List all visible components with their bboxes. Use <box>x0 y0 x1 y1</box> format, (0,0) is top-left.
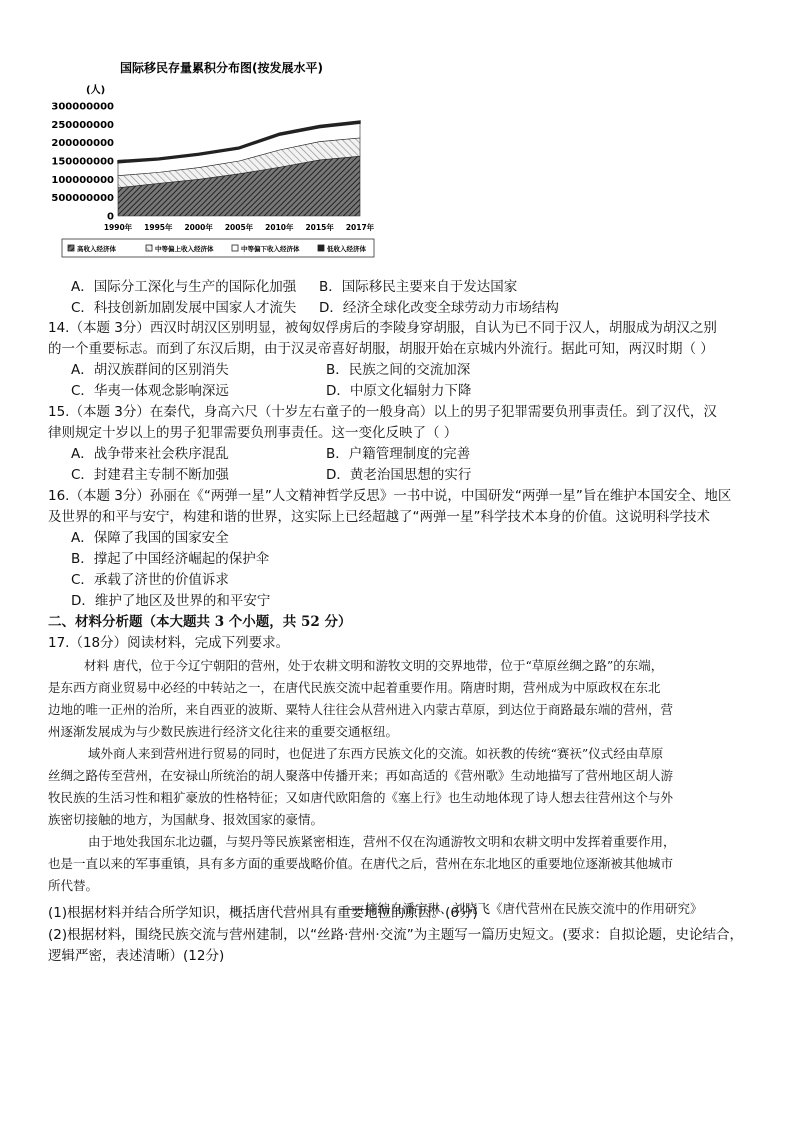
q16-stem-line1: 16.（本题 3分）孙丽在《“两弹一星”人文精神哲学反思》一书中说，中国研发“两弹一星”旨在维护本国安全、地区 <box>48 488 732 504</box>
q15-option-b: B．户籍管理制度的完善 <box>326 446 471 462</box>
q16-option-c: C．承载了济世的价值诉求 <box>71 572 229 588</box>
x-tick-label: 1995年 <box>144 223 173 232</box>
chart-title: 国际移民存量累积分布图(按发展水平) <box>120 61 323 75</box>
x-tick-label: 1990年 <box>103 223 133 232</box>
requirement-2-line1: (2)根据材料，围绕民族交流与营州建制，以“丝路·营州·交流”为主题写一篇历史短文。(要求：自拟论题，史论结合， <box>48 927 743 943</box>
material-p2-line3: 牧民族的生活习性和粗犷豪放的性格特征；又如唐代欧阳詹的《塞上行》也生动地体现了诗人想去往营州这个与外 <box>48 790 674 805</box>
q14-option-a: A．胡汉族群间的区别消失 <box>71 362 229 378</box>
material-p3-line2: 也是一直以来的军事重镇，具有多方面的重要战略价值。在唐代之后，营州在东北地区的重要地位逐渐被其他城市 <box>48 856 674 871</box>
q15-option-a: A．战争带来社会秩序混乱 <box>71 446 229 462</box>
material-source: ——摘编自潘宇琳、刘晓飞《唐代营州在民族交流中的作用研究》 <box>340 901 703 916</box>
legend-label: 中等偏下收入经济体 <box>241 245 300 253</box>
material-p3-line1: 由于地处我国东北边疆，与契丹等民族紧密相连，营州不仅在沟通游牧文明和农耕文明中发挥着重要作用， <box>88 834 676 849</box>
y-tick-label: 500000000 <box>51 193 114 205</box>
legend-label: 高收入经济体 <box>77 245 116 253</box>
legend-swatch <box>146 245 152 251</box>
q15-option-c: C．封建君主专制不断加强 <box>71 467 229 483</box>
section2-heading: 二、材料分析题（本大题共 3 个小题，共 52 分） <box>48 614 352 630</box>
material-p1-line3: 边地的唯一正州的治所，来自西亚的波斯、粟特人往往会从营州进入内蒙古草原，到达位于商路最东端的营州，营 <box>48 702 674 717</box>
q17-intro: 17.（18分）阅读材料，完成下列要求。 <box>48 635 290 651</box>
q13-option-b: B．国际移民主要来自于发达国家 <box>319 279 518 295</box>
y-tick-label: 300000000 <box>51 101 114 113</box>
q15-stem-line2: 律则规定十岁以上的男子犯罪需要负刑事责任。这一变化反映了（ ） <box>48 425 458 441</box>
material-p1-line4: 州逐渐发展成为与少数民族进行经济文化往来的重要交通枢纽。 <box>48 724 399 739</box>
q14-option-d: D．中原文化辐射力下降 <box>326 383 472 399</box>
legend-swatch <box>232 245 238 251</box>
q15-stem-line1: 15.（本题 3分）在秦代，身高六尺（十岁左右童子的一般身高）以上的男子犯罪需要负刑事责任。到了汉代，汉 <box>48 404 717 420</box>
material-p3-line3: 所代替。 <box>48 878 99 893</box>
q13-option-d: D．经济全球化改变全球劳动力市场结构 <box>319 300 559 316</box>
legend-label: 低收入经济体 <box>327 245 366 253</box>
migration-chart <box>48 58 378 266</box>
y-tick-label: 100000000 <box>51 174 114 186</box>
q13-option-c: C．科技创新加剧发展中国家人才流失 <box>71 300 297 316</box>
q14-option-b: B．民族之间的交流加深 <box>326 362 471 378</box>
q13-option-a: A．国际分工深化与生产的国际化加强 <box>71 279 297 295</box>
material-p2-line4: 族密切接触的地方，为国献身、报效国家的豪情。 <box>48 812 324 827</box>
y-tick-label: 150000000 <box>51 156 114 168</box>
legend-label: 中等偏上收入经济体 <box>155 245 214 253</box>
q16-option-d: D．维护了地区及世界的和平安宁 <box>71 593 271 609</box>
material-p1-line2: 是东西方商业贸易中必经的中转站之一，在唐代民族交流中起着重要作用。隋唐时期，营州成为中原政权在东北 <box>48 680 661 695</box>
x-tick-label: 2017年 <box>345 223 375 232</box>
requirement-2-line2: 逻辑严密，表述清晰）(12分) <box>48 948 225 964</box>
chart-ylabel: (人) <box>86 85 106 96</box>
q14-stem-line2: 的一个重要标志。而到了东汉后期，由于汉灵帝喜好胡服，胡服开始在京城内外流行。据此可知，两汉时期（ ） <box>48 341 714 357</box>
y-tick-label: 0 <box>107 211 114 223</box>
q16-stem-line2: 及世界的和平与安宁，构建和谐的世界，这实际上已经超越了“两弹一星”科学技术本身的价值。这说明科学技术 <box>48 509 710 525</box>
x-tick-label: 2005年 <box>224 223 254 232</box>
material-p2-line2: 丝绸之路传至营州，在安禄山所统治的胡人聚落中传播开来；再如高适的《营州歌》生动地描写了营州地区胡人游 <box>48 768 674 783</box>
x-tick-label: 2015年 <box>305 223 334 232</box>
legend-swatch <box>68 245 74 251</box>
chart-svg <box>48 58 378 266</box>
q14-stem-line1: 14.（本题 3分）西汉时胡汉区别明显，被匈奴俘虏后的李陵身穿胡服，自认为已不同于汉人，胡服成为胡汉之别 <box>48 320 717 336</box>
material-p1-line1: 材料 唐代，位于今辽宁朝阳的营州，处于农耕文明和游牧文明的交界地带，位于“草原丝绸之路”的东端， <box>84 658 664 673</box>
y-tick-label: 200000000 <box>51 138 114 150</box>
x-tick-label: 2000年 <box>184 223 213 232</box>
material-p2-line1: 域外商人来到营州进行贸易的同时，也促进了东西方民族文化的交流。如祆教的传统“赛祆”仪式经由草原 <box>88 746 664 761</box>
q14-option-c: C．华夷一体观念影响深远 <box>71 383 229 399</box>
q15-option-d: D．黄老治国思想的实行 <box>326 467 472 483</box>
requirement-1: (1)根据材料并结合所学知识，概括唐代营州具有重要地位的原因。(6分) <box>48 905 478 921</box>
q16-option-a: A．保障了我国的国家安全 <box>71 530 229 546</box>
y-tick-label: 250000000 <box>51 119 114 131</box>
q16-option-b: B．撑起了中国经济崛起的保护伞 <box>71 551 270 567</box>
legend-swatch <box>318 245 324 251</box>
x-tick-label: 2010年 <box>265 223 294 232</box>
